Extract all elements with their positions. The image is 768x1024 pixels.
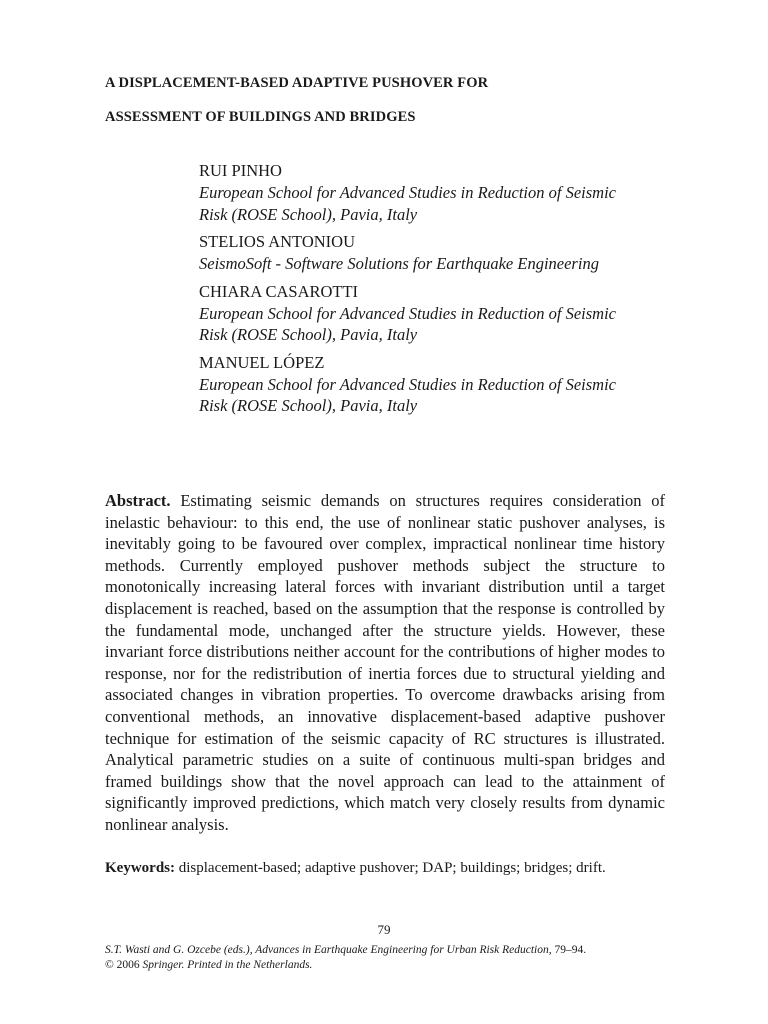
author-affiliation: [199, 303, 669, 346]
citation-line: [105, 943, 705, 958]
author-block: [199, 160, 669, 225]
abstract: [105, 490, 665, 836]
affiliation-line: European School for Advanced Studies in Reduction of Seismic: [199, 303, 617, 323]
author-name: MANUEL LÓPEZ: [199, 352, 325, 372]
author-name: CHIARA CASAROTTI: [199, 281, 359, 301]
affiliation-line: Risk (ROSE School), Pavia, Italy: [199, 396, 418, 415]
citation-source: S.T. Wasti and G. Ozcebe (eds.), Advances in Earthquake Engineering for Urban Risk Reduction,: [105, 944, 552, 956]
paper-title: [105, 66, 705, 134]
footer-citation: [105, 943, 705, 973]
copyright-year: © 2006: [105, 959, 140, 971]
affiliation-line: SeismoSoft - Software Solutions for Earthquake Engineering: [199, 254, 599, 273]
citation-pages: 79–94.: [554, 944, 587, 956]
copyright-publisher: Springer. Printed in the Netherlands.: [142, 959, 313, 971]
author-affiliation: [199, 374, 669, 417]
keywords: [105, 858, 685, 878]
author-affiliation: [199, 253, 669, 275]
title-line-1: A DISPLACEMENT-BASED ADAPTIVE PUSHOVER FOR: [105, 75, 489, 91]
affiliation-line: Risk (ROSE School), Pavia, Italy: [199, 325, 418, 344]
author-block: [199, 231, 669, 275]
abstract-text: Estimating seismic demands on structures requires consideration of inelastic behaviour: to this end, the use of nonlinear static pushover analyses, is inevitably going to be favoured over complex, impractical nonlinear time history methods. Currently employed pushover methods subject the structure to monotonically increasing lateral forces with invariant distribution until a target displacement is reached, based on the assumption that the response is controlled by the fundamental mode, unchanged after the structure yields. However, these invariant force distributions neither account for the contributions of higher modes to response, nor for the redistribution of inertia forces due to structural yielding and associated changes in vibration properties. To overcome drawbacks arising from conventional methods, an innovative displacement-based adaptive pushover technique for estimation of the seismic capacity of RC structures is illustrated. Analytical parametric studies on a suite of continuous multi-span bridges and framed buildings show that the novel approach can lead to the attainment of significantly improved predictions, which match very closely results from dynamic nonlinear analysis.: [105, 491, 666, 834]
author-block: [199, 352, 669, 417]
abstract-label: Abstract.: [105, 491, 171, 510]
keywords-label: Keywords:: [105, 860, 175, 876]
title-line-2: ASSESSMENT OF BUILDINGS AND BRIDGES: [105, 109, 416, 125]
keywords-text: displacement-based; adaptive pushover; DAP; buildings; bridges; drift.: [178, 860, 606, 876]
author-list: [199, 160, 669, 423]
page-number: 79: [377, 922, 391, 937]
author-affiliation: [199, 182, 669, 225]
author-block: [199, 281, 669, 346]
copyright-line: [105, 958, 705, 973]
affiliation-line: Risk (ROSE School), Pavia, Italy: [199, 204, 418, 224]
author-name: RUI PINHO: [199, 161, 282, 180]
author-name: STELIOS ANTONIOU: [199, 232, 355, 251]
affiliation-line: European School for Advanced Studies in Reduction of Seismic: [199, 374, 617, 394]
affiliation-line: European School for Advanced Studies in Reduction of Seismic: [199, 183, 617, 202]
